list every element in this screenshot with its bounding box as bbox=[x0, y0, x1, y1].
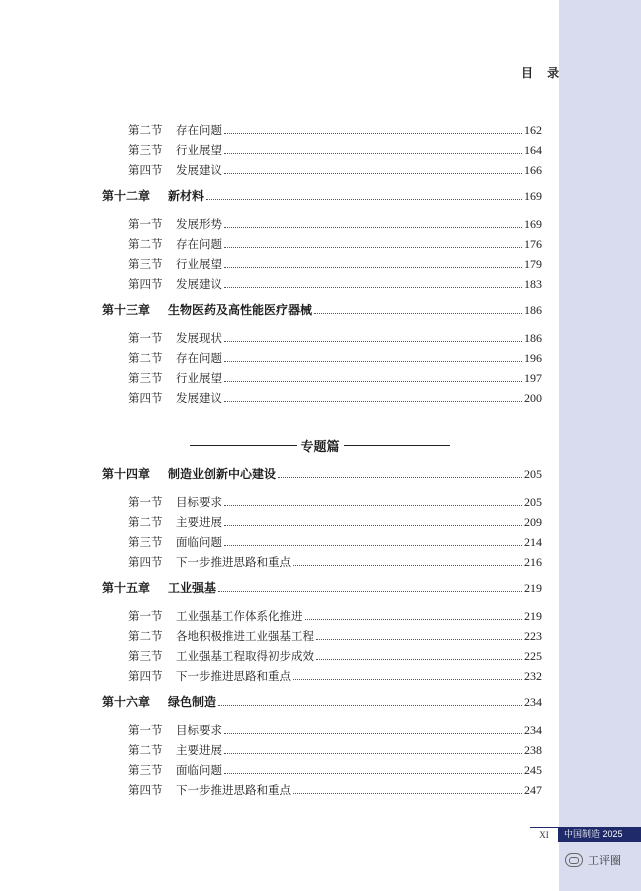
entry-number: 第三节 bbox=[128, 763, 163, 777]
entry-page-number: 197 bbox=[524, 371, 542, 385]
entry-page-number: 247 bbox=[524, 783, 542, 797]
toc-section-entry[interactable] bbox=[128, 550, 542, 570]
entry-title: 面临问题 bbox=[176, 763, 222, 777]
entry-page-number: 238 bbox=[524, 743, 542, 757]
entry-page-number: 216 bbox=[524, 555, 542, 569]
entry-number: 第十二章 bbox=[102, 189, 151, 203]
special-section-label: 专题篇 bbox=[300, 439, 340, 455]
dot-leader bbox=[293, 792, 522, 794]
footer-page-number: XI bbox=[530, 827, 558, 842]
toc-section-entry[interactable] bbox=[128, 758, 542, 778]
entry-page-number: 179 bbox=[524, 257, 542, 271]
dot-leader bbox=[224, 524, 522, 526]
entry-title: 新材料 bbox=[168, 189, 205, 203]
entry-page-number: 223 bbox=[524, 629, 542, 643]
dot-leader bbox=[224, 226, 522, 228]
entry-number: 第十四章 bbox=[102, 467, 151, 481]
entry-page-number: 176 bbox=[524, 237, 542, 251]
entry-title: 下一步推进思路和重点 bbox=[176, 555, 291, 569]
toc-section-entry[interactable] bbox=[128, 252, 542, 272]
entry-title: 发展建议 bbox=[176, 277, 222, 291]
dot-leader bbox=[224, 286, 522, 288]
footer-brand: 中国制造 2025 bbox=[558, 827, 641, 842]
entry-page-number: 209 bbox=[524, 515, 542, 529]
entry-title: 主要进展 bbox=[176, 743, 222, 757]
entry-title: 面临问题 bbox=[176, 535, 222, 549]
entry-number: 第二节 bbox=[128, 351, 163, 365]
entry-page-number: 219 bbox=[524, 581, 542, 595]
entry-title: 行业展望 bbox=[176, 143, 222, 157]
dot-leader bbox=[224, 132, 522, 134]
entry-page-number: 196 bbox=[524, 351, 542, 365]
entry-number: 第二节 bbox=[128, 237, 163, 251]
entry-page-number: 232 bbox=[524, 669, 542, 683]
dot-leader bbox=[224, 340, 522, 342]
toc-section-entry[interactable] bbox=[128, 510, 542, 530]
watermark bbox=[565, 852, 621, 868]
dot-leader bbox=[224, 544, 522, 546]
toc-section-entry[interactable] bbox=[128, 366, 542, 386]
entry-title: 制造业创新中心建设 bbox=[168, 467, 277, 481]
toc-section-entry[interactable] bbox=[128, 232, 542, 252]
entry-number: 第四节 bbox=[128, 555, 163, 569]
entry-title: 发展现状 bbox=[176, 331, 222, 345]
entry-page-number: 205 bbox=[524, 495, 542, 509]
dot-leader bbox=[293, 678, 522, 680]
toc-section-entry[interactable] bbox=[128, 386, 542, 406]
entry-title: 主要进展 bbox=[176, 515, 222, 529]
toc-section-entry[interactable] bbox=[128, 738, 542, 758]
entry-number: 第一节 bbox=[128, 331, 163, 345]
dot-leader bbox=[316, 658, 522, 660]
dot-leader bbox=[278, 476, 522, 478]
dot-leader bbox=[316, 638, 522, 640]
entry-page-number: 169 bbox=[524, 189, 542, 203]
entry-title: 各地积极推进工业强基工程 bbox=[176, 629, 314, 643]
entry-title: 目标要求 bbox=[176, 723, 222, 737]
entry-number: 第三节 bbox=[128, 649, 163, 663]
entry-title: 生物医药及高性能医疗器械 bbox=[168, 303, 313, 317]
dot-leader bbox=[305, 618, 523, 620]
toc-chapter-entry[interactable] bbox=[102, 184, 542, 204]
page-title: 目 录 bbox=[521, 66, 565, 80]
entry-page-number: 214 bbox=[524, 535, 542, 549]
dot-leader bbox=[224, 400, 522, 402]
toc-section-entry[interactable] bbox=[128, 346, 542, 366]
entry-number: 第三节 bbox=[128, 371, 163, 385]
entry-title: 下一步推进思路和重点 bbox=[176, 783, 291, 797]
toc-section-entry[interactable] bbox=[128, 490, 542, 510]
entry-number: 第三节 bbox=[128, 535, 163, 549]
dot-leader bbox=[224, 360, 522, 362]
dot-leader bbox=[224, 772, 522, 774]
toc-chapter-entry[interactable] bbox=[102, 576, 542, 596]
toc-section-entry[interactable] bbox=[128, 326, 542, 346]
dot-leader bbox=[224, 266, 522, 268]
entry-number: 第四节 bbox=[128, 163, 163, 177]
wechat-icon bbox=[565, 853, 583, 867]
entry-title: 行业展望 bbox=[176, 257, 222, 271]
entry-page-number: 169 bbox=[524, 217, 542, 231]
entry-page-number: 234 bbox=[524, 723, 542, 737]
side-color-band bbox=[559, 0, 641, 891]
entry-page-number: 166 bbox=[524, 163, 542, 177]
toc-section-entry[interactable] bbox=[128, 272, 542, 292]
entry-page-number: 200 bbox=[524, 391, 542, 405]
entry-number: 第十五章 bbox=[102, 581, 151, 595]
dot-leader bbox=[218, 590, 522, 592]
entry-page-number: 245 bbox=[524, 763, 542, 777]
entry-title: 绿色制造 bbox=[168, 695, 217, 709]
entry-title: 存在问题 bbox=[176, 351, 222, 365]
entry-title: 行业展望 bbox=[176, 371, 222, 385]
dot-leader bbox=[224, 246, 522, 248]
dot-leader bbox=[293, 564, 522, 566]
entry-number: 第二节 bbox=[128, 629, 163, 643]
entry-number: 第三节 bbox=[128, 143, 163, 157]
entry-page-number: 219 bbox=[524, 609, 542, 623]
entry-number: 第三节 bbox=[128, 257, 163, 271]
entry-title: 工业强基 bbox=[168, 581, 217, 595]
dot-leader bbox=[224, 504, 522, 506]
entry-number: 第二节 bbox=[128, 123, 163, 137]
dot-leader bbox=[224, 380, 522, 382]
entry-page-number: 186 bbox=[524, 303, 542, 317]
entry-title: 发展建议 bbox=[176, 163, 222, 177]
toc-section-entry[interactable] bbox=[128, 778, 542, 798]
entry-title: 工业强基工作体系化推进 bbox=[176, 609, 303, 623]
toc-section-entry[interactable] bbox=[128, 664, 542, 684]
entry-title: 目标要求 bbox=[176, 495, 222, 509]
toc-section-entry[interactable] bbox=[128, 158, 542, 178]
entry-number: 第四节 bbox=[128, 669, 163, 683]
entry-page-number: 183 bbox=[524, 277, 542, 291]
page-footer bbox=[530, 827, 641, 842]
dot-leader bbox=[224, 152, 522, 154]
entry-number: 第一节 bbox=[128, 609, 163, 623]
entry-page-number: 162 bbox=[524, 123, 542, 137]
dot-leader bbox=[224, 172, 522, 174]
entry-number: 第二节 bbox=[128, 743, 163, 757]
entry-page-number: 234 bbox=[524, 695, 542, 709]
entry-number: 第四节 bbox=[128, 277, 163, 291]
toc-section-entry[interactable] bbox=[128, 212, 542, 232]
entry-number: 第一节 bbox=[128, 495, 163, 509]
entry-title: 下一步推进思路和重点 bbox=[176, 669, 291, 683]
entry-number: 第一节 bbox=[128, 217, 163, 231]
entry-number: 第四节 bbox=[128, 783, 163, 797]
entry-page-number: 225 bbox=[524, 649, 542, 663]
toc-section-entry[interactable] bbox=[128, 604, 542, 624]
entry-number: 第十六章 bbox=[102, 695, 151, 709]
watermark-text: 工评圈 bbox=[588, 854, 621, 867]
toc-section-entry[interactable] bbox=[128, 118, 542, 138]
entry-page-number: 164 bbox=[524, 143, 542, 157]
dot-leader bbox=[218, 704, 522, 706]
dot-leader bbox=[314, 312, 522, 314]
entry-page-number: 186 bbox=[524, 331, 542, 345]
toc-section-entry[interactable] bbox=[128, 624, 542, 644]
dot-leader bbox=[224, 732, 522, 734]
entry-number: 第十三章 bbox=[102, 303, 151, 317]
dot-leader bbox=[224, 752, 522, 754]
toc-chapter-entry[interactable] bbox=[102, 690, 542, 710]
divider-line-right bbox=[344, 445, 451, 446]
entry-number: 第一节 bbox=[128, 723, 163, 737]
dot-leader bbox=[206, 198, 522, 200]
entry-title: 发展形势 bbox=[176, 217, 222, 231]
toc-section-entry[interactable] bbox=[128, 530, 542, 550]
divider-line-left bbox=[190, 445, 297, 446]
entry-title: 存在问题 bbox=[176, 123, 222, 137]
entry-title: 工业强基工程取得初步成效 bbox=[176, 649, 314, 663]
entry-title: 存在问题 bbox=[176, 237, 222, 251]
entry-number: 第四节 bbox=[128, 391, 163, 405]
toc-chapter-entry[interactable] bbox=[102, 462, 542, 482]
entry-page-number: 205 bbox=[524, 467, 542, 481]
entry-number: 第二节 bbox=[128, 515, 163, 529]
entry-title: 发展建议 bbox=[176, 391, 222, 405]
toc-chapter-entry[interactable] bbox=[102, 298, 542, 318]
toc-section-entry[interactable] bbox=[128, 718, 542, 738]
toc-section-entry[interactable] bbox=[128, 644, 542, 664]
toc-section-entry[interactable] bbox=[128, 138, 542, 158]
special-section-divider bbox=[190, 435, 450, 455]
